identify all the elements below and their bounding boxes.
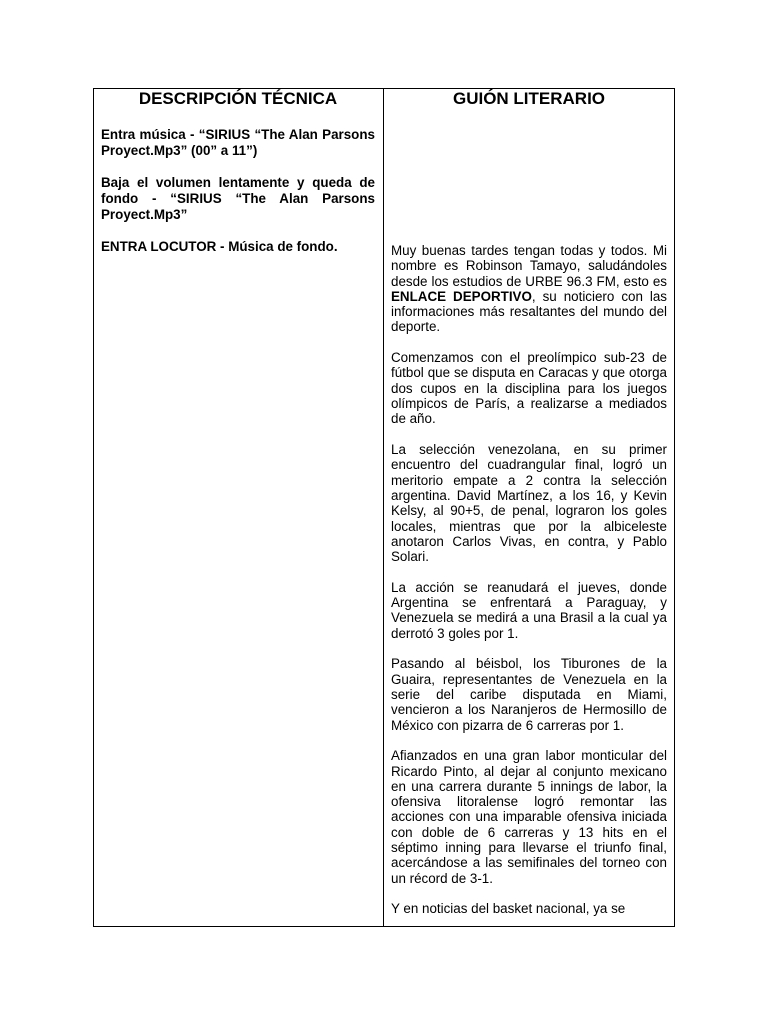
program-name: ENLACE DEPORTIVO <box>391 288 532 304</box>
script-table <box>93 88 675 927</box>
technical-cue: ENTRA LOCUTOR - Música de fondo. <box>101 239 338 254</box>
technical-cue: Entra música - “SIRIUS “The Alan Parsons Proyect.Mp3” (00” a 11”) <box>101 127 375 158</box>
technical-cue: Baja el volumen lentamente y queda de fondo - “SIRIUS “The Alan Parsons Proyect.Mp3” <box>101 175 375 222</box>
technical-description-column <box>94 89 384 926</box>
script-paragraph: Pasando al béisbol, los Tiburones de la Guaira, representantes de Venezuela en la serie del caribe disputada en Miami, vencieron a los Naranjeros de Hermosillo de México con pizarra de 6 carreras por 1. <box>391 656 667 733</box>
script-paragraph: Comenzamos con el preolímpico sub-23 de fútbol que se disputa en Caracas y que otorga dos cupos en la disciplina para los juegos olímpicos de París, a realizarse a mediados de año. <box>391 350 667 427</box>
script-paragraph: La selección venezolana, en su primer encuentro del cuadrangular final, logró un meritorio empate a 2 contra la selección argentina. David Martínez, a los 16, y Kevin Kelsy, al 90+5, de penal, lograron los goles locales, mientras que por la albiceleste anotaron Carlos Vivas, en contra, y Pablo Solari. <box>391 442 667 565</box>
literary-script-body <box>391 243 667 917</box>
technical-description-body <box>101 127 375 255</box>
literary-script-column <box>384 89 674 926</box>
literary-script-heading: GUIÓN LITERARIO <box>452 89 606 108</box>
script-paragraph: La acción se reanudará el jueves, donde Argentina se enfrentará a Paraguay, y Venezuela se medirá a una Brasil a la cual ya derrotó 3 goles por 1. <box>391 579 667 641</box>
intro-text-end: , su noticiero con las informaciones más resaltantes del mundo del deporte. <box>391 288 667 335</box>
technical-description-heading: DESCRIPCIÓN TÉCNICA <box>138 89 338 108</box>
script-paragraph: Afianzados en una gran labor monticular del Ricardo Pinto, al dejar al conjunto mexicano en una carrera durante 5 innings de labor, la ofensiva litoralense logró remontar las acciones con una imparable ofensiva iniciada con doble de 6 carreras y 13 hits en el séptimo inning para llevarse el triunfo final, acercándose a las semifinales del torneo con un récord de 3-1. <box>391 748 667 886</box>
intro-text-start: Muy buenas tardes tengan todas y todos. Mi nombre es Robinson Tamayo, saludándoles desde los estudios de URBE 96.3 FM, esto es <box>391 243 667 289</box>
script-paragraph: Y en noticias del basket nacional, ya se <box>391 901 626 917</box>
script-paragraph <box>391 243 667 335</box>
